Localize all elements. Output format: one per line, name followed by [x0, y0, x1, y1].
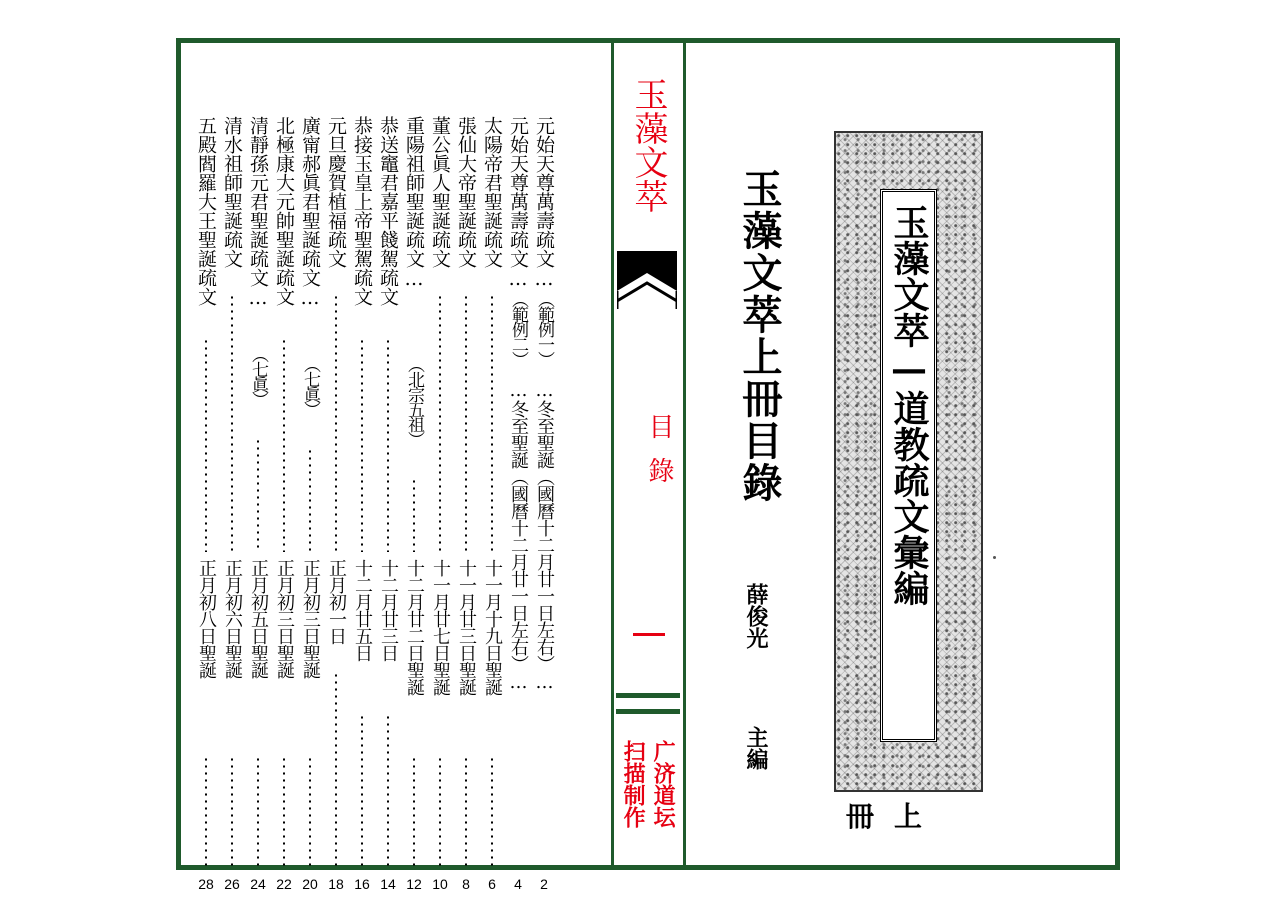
toc-entry[interactable]: [429, 116, 451, 892]
entry-date: 十二月廿三日: [378, 559, 399, 661]
cover-author: 薛俊光: [743, 583, 769, 649]
entry-title: 恭送竈君嘉平餞駕疏文: [377, 116, 399, 306]
entry-page: 14: [380, 876, 396, 892]
entry-page: 2: [540, 876, 548, 892]
leader-dots: [387, 338, 389, 552]
cover-volume: 上冊: [846, 800, 943, 833]
entry-title: 五殿閻羅大王聖誕疏文: [195, 116, 217, 306]
cover-title-panel: [880, 189, 937, 742]
leader-dots: [491, 294, 493, 552]
toc-entry[interactable]: [351, 116, 373, 892]
entry-date: 十一月廿七日聖誕: [430, 559, 451, 695]
spine-page-number: [633, 633, 665, 636]
toc-entry[interactable]: [273, 116, 295, 892]
toc-entry[interactable]: [221, 116, 243, 892]
leader-dots: [361, 338, 363, 552]
entry-date: …冬至聖誕（國曆十二月廿一日左右）…: [508, 380, 529, 692]
entry-page: 24: [250, 876, 266, 892]
entry-page: 8: [462, 876, 470, 892]
entry-date: 正月初三日聖誕: [274, 559, 295, 678]
spine-rule: [616, 693, 680, 698]
entry-note: （北宗五祖）: [404, 356, 424, 446]
leader-dots: [387, 714, 389, 868]
entry-title: 重陽祖師聖誕疏文…: [403, 116, 425, 290]
entry-date: 正月初五日聖誕: [248, 559, 269, 678]
entry-note: （七眞）: [300, 356, 320, 416]
entry-title: 北極康大元帥聖誕疏文: [273, 116, 295, 306]
leader-dots: [231, 756, 233, 868]
toc-entry[interactable]: [195, 116, 217, 892]
spine-contents-label: 目錄: [644, 413, 674, 501]
book-spread: [176, 38, 1120, 892]
entry-title: 元旦慶賀植福疏文: [325, 116, 347, 268]
toc-entry[interactable]: [481, 116, 503, 892]
spine-credit-line1: 广济道坛: [650, 740, 677, 828]
spine-fishtail-ornament: [617, 251, 677, 309]
entry-date: 正月初一日: [326, 559, 347, 644]
entry-note: （七眞）: [248, 346, 268, 406]
scan-speck: [993, 556, 996, 559]
spine-border-right: [683, 43, 686, 865]
entry-note: （範例二）: [508, 291, 528, 366]
entry-title: 董公眞人聖誕疏文: [429, 116, 451, 268]
book-spine: [611, 43, 686, 865]
entry-date: 正月初三日聖誕: [300, 559, 321, 678]
leader-dots: [439, 756, 441, 868]
toc-entry[interactable]: [247, 116, 269, 892]
toc-heading: 玉藻文萃上冊目錄: [736, 168, 783, 504]
leader-dots: [309, 448, 311, 552]
leader-dots: [361, 714, 363, 868]
entry-page: 4: [514, 876, 522, 892]
toc-entry[interactable]: [299, 116, 321, 892]
leader-dots: [491, 756, 493, 868]
leader-dots: [413, 756, 415, 868]
entry-page: 26: [224, 876, 240, 892]
entry-title: 清靜孫元君聖誕疏文…: [247, 116, 269, 309]
cover-title: 玉藻文萃—道教疏文彙編: [888, 204, 930, 606]
entry-title: 恭接玉皇上帝聖駕疏文: [351, 116, 373, 306]
leader-dots: [465, 294, 467, 552]
leader-dots: [335, 294, 337, 552]
entry-page: 12: [406, 876, 422, 892]
leader-dots: [413, 478, 415, 552]
leader-dots: [465, 756, 467, 868]
entry-title: 廣甯郝眞君聖誕疏文…: [299, 116, 321, 309]
toc-entry[interactable]: [377, 116, 399, 892]
entry-date: 十一月十九日聖誕: [482, 559, 503, 695]
entry-page: 18: [328, 876, 344, 892]
cover-editor-role: 主編: [743, 726, 769, 770]
leader-dots: [283, 338, 285, 552]
spine-border-left: [611, 43, 614, 865]
entry-date: 十二月廿二日聖誕: [404, 559, 425, 695]
entry-title: 元始天尊萬壽疏文…: [533, 116, 555, 290]
leader-dots: [335, 672, 337, 868]
entry-title: 清水祖師聖誕疏文: [221, 116, 243, 268]
leader-dots: [231, 294, 233, 552]
entry-page: 28: [198, 876, 214, 892]
entry-page: 16: [354, 876, 370, 892]
leader-dots: [205, 756, 207, 868]
entry-title: 元始天尊萬壽疏文…: [507, 116, 529, 290]
leader-dots: [439, 294, 441, 552]
entry-title: 張仙大帝聖誕疏文: [455, 116, 477, 268]
spine-title: 玉藻文萃: [628, 77, 668, 213]
leader-dots: [283, 756, 285, 868]
entry-date: 十二月廿五日: [352, 559, 373, 661]
entry-page: 6: [488, 876, 496, 892]
entry-date: 正月初八日聖誕: [196, 559, 217, 678]
spine-rule: [616, 709, 680, 714]
entry-date: …冬至聖誕（國曆十二月廿一日左右）…: [534, 380, 555, 692]
leader-dots: [257, 438, 259, 552]
cover-ornamental-frame: [834, 131, 983, 792]
entry-page: 20: [302, 876, 318, 892]
toc-entry[interactable]: [507, 116, 529, 892]
toc-entry[interactable]: [403, 116, 425, 892]
entry-page: 22: [276, 876, 292, 892]
entry-title: 太陽帝君聖誕疏文: [481, 116, 503, 268]
toc-entry[interactable]: [325, 116, 347, 892]
leader-dots: [309, 756, 311, 868]
leader-dots: [257, 756, 259, 868]
spine-credit-line2: 扫描制作: [620, 740, 647, 828]
entry-date: 十一月廿三日聖誕: [456, 559, 477, 695]
leader-dots: [205, 338, 207, 552]
toc-entry[interactable]: [455, 116, 477, 892]
toc-entry[interactable]: [533, 116, 555, 892]
entry-note: （範例一）: [534, 291, 554, 366]
entry-page: 10: [432, 876, 448, 892]
entry-date: 正月初六日聖誕: [222, 559, 243, 678]
